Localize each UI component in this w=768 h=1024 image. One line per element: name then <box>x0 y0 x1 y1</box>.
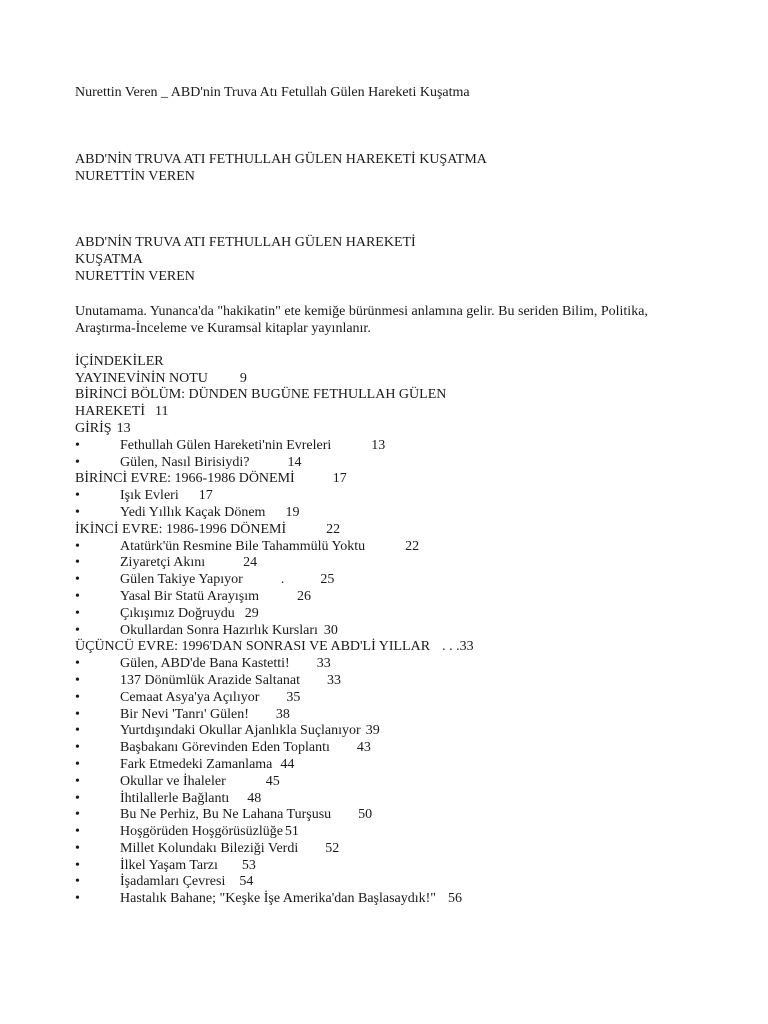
toc-entry-title: Hoşgörüden Hoşgörüsüzlüğe <box>120 824 283 840</box>
toc-entry <box>75 841 715 858</box>
toc-section-heading <box>75 421 715 438</box>
toc-page-number: 17 <box>198 488 213 504</box>
toc-entry <box>75 505 715 522</box>
bullet-icon: • <box>75 857 80 873</box>
toc-entry-title: İKİNCİ EVRE: 1986-1996 DÖNEMİ <box>75 521 287 537</box>
toc-entry <box>75 673 715 690</box>
bullet-icon: • <box>75 756 80 772</box>
book-title-line-2: KUŞATMA <box>75 252 143 268</box>
bullet-icon: • <box>75 706 80 722</box>
toc-entry-title: Bir Nevi 'Tanrı' Gülen! <box>120 706 249 722</box>
toc-entry-title: Fark Etmedeki Zamanlama <box>120 756 273 772</box>
toc-entry <box>75 606 715 623</box>
toc-entry-title: Yasal Bir Statü Arayışım <box>120 588 259 604</box>
toc-entry-title: Gülen, ABD'de Bana Kastetti! <box>120 656 290 672</box>
toc-page-number: 25 <box>320 572 335 588</box>
bullet-icon: • <box>75 740 80 756</box>
toc-entry <box>75 707 715 724</box>
bullet-icon: • <box>75 656 80 672</box>
toc-page-number: 43 <box>356 740 371 756</box>
toc-entry <box>75 589 715 606</box>
toc-page-number: 45 <box>265 773 280 789</box>
toc-entry-title: Millet Kolundakı Bileziği Verdi <box>120 840 299 856</box>
toc-entry <box>75 488 715 505</box>
toc-entry-title: Başbakanı Görevinden Eden Toplantı <box>120 740 330 756</box>
toc-page-number: 50 <box>358 807 373 823</box>
toc-entry-title: BİRİNCİ BÖLÜM: DÜNDEN BUGÜNE FETHULLAH GÜLEN <box>75 387 447 403</box>
bullet-icon: • <box>75 689 80 705</box>
toc-entry-title: Ziyaretçi Akını <box>120 555 206 571</box>
toc-page-number: 51 <box>284 824 299 840</box>
toc-section-heading <box>75 387 715 404</box>
bullet-icon: • <box>75 555 80 571</box>
toc-page-number: 30 <box>323 622 338 638</box>
toc-page-number: 19 <box>285 504 300 520</box>
toc-page-number: 33 <box>316 656 331 672</box>
toc-entry-title: Cemaat Asya'ya Açılıyor <box>120 689 260 705</box>
toc-entry <box>75 455 715 472</box>
toc-page-number: 22 <box>326 521 341 537</box>
bullet-icon: • <box>75 790 80 806</box>
toc-section-heading <box>75 404 715 421</box>
bullet-icon: • <box>75 437 80 453</box>
toc-entry <box>75 874 715 891</box>
toc-entry-title: BİRİNCİ EVRE: 1966-1986 DÖNEMİ <box>75 471 295 487</box>
bullet-icon: • <box>75 723 80 739</box>
toc-entry-title: Okullar ve İhaleler <box>120 773 226 789</box>
bullet-icon: • <box>75 488 80 504</box>
toc-page-number: 11 <box>155 404 169 420</box>
toc-page-number: 35 <box>286 689 301 705</box>
book-title-line-1: ABD'NİN TRUVA ATI FETHULLAH GÜLEN HAREKETİ <box>75 235 416 251</box>
toc-entry-title: Okullardan Sonra Hazırlık Kursları <box>120 622 318 638</box>
toc-entry-title: Yedi Yıllık Kaçak Dönem <box>120 504 266 520</box>
intro-paragraph: Unutamama. Yunanca'da "hakikatin" ete kemiğe bürünmesi anlamına gelir. Bu seriden Bilim, Politika, Araştırma-İnceleme ve Kuramsal kitaplar yayınlanır. <box>75 303 648 336</box>
toc-heading: İÇİNDEKİLER <box>75 353 164 369</box>
bullet-icon: • <box>75 874 80 890</box>
toc-section-heading <box>75 471 715 488</box>
bullet-icon: • <box>75 572 80 588</box>
toc-entry-title: Çıkışımız Doğruydu <box>120 605 235 621</box>
toc-entry-title: İhtilallerle Bağlantı <box>120 790 230 806</box>
bullet-icon: • <box>75 622 80 638</box>
toc-entry <box>75 438 715 455</box>
table-of-contents <box>75 371 715 909</box>
document-page <box>75 85 715 908</box>
bullet-icon: • <box>75 538 80 554</box>
toc-page-number: . . .33 <box>442 639 474 655</box>
toc-entry <box>75 891 715 908</box>
toc-section-heading <box>75 371 715 388</box>
toc-entry-title: Hastalık Bahane; "Keşke İşe Amerika'dan Başlasaydık!" <box>120 891 437 907</box>
author-name: NURETTİN VEREN <box>75 168 195 184</box>
toc-page-number: 52 <box>325 840 340 856</box>
toc-entry <box>75 824 715 841</box>
toc-entry-title: Işık Evleri <box>120 488 179 504</box>
toc-entry-title: Atatürk'ün Resmine Bile Tahammülü Yoktu <box>120 538 366 554</box>
toc-page-number: 48 <box>247 790 262 806</box>
bullet-icon: • <box>75 454 80 470</box>
toc-page-number: 17 <box>332 471 347 487</box>
toc-section-heading <box>75 522 715 539</box>
title-block-primary <box>75 152 715 186</box>
toc-entry <box>75 539 715 556</box>
bullet-icon: • <box>75 504 80 520</box>
toc-entry-title: GİRİŞ <box>75 420 112 436</box>
bullet-icon: • <box>75 773 80 789</box>
bullet-icon: • <box>75 840 80 856</box>
toc-page-number: 39 <box>365 723 380 739</box>
bullet-icon: • <box>75 807 80 823</box>
toc-section-heading <box>75 639 715 656</box>
toc-entry-dot: . <box>280 572 285 588</box>
toc-page-number: 9 <box>239 370 247 386</box>
toc-entry <box>75 858 715 875</box>
toc-page-number: 54 <box>239 874 254 890</box>
toc-page-number: 44 <box>280 756 295 772</box>
toc-entry-title: Gülen, Nasıl Birisiydi? <box>120 454 250 470</box>
toc-page-number: 29 <box>244 605 259 621</box>
toc-page-number: 33 <box>327 672 342 688</box>
toc-entry <box>75 656 715 673</box>
toc-page-number: 53 <box>241 857 256 873</box>
author-name-repeat: NURETTİN VEREN <box>75 268 195 284</box>
bullet-icon: • <box>75 824 80 840</box>
toc-entry <box>75 740 715 757</box>
toc-entry-title: Gülen Takiye Yapıyor <box>120 572 243 588</box>
toc-page-number: 26 <box>296 588 311 604</box>
toc-entry <box>75 807 715 824</box>
book-title: ABD'NİN TRUVA ATI FETHULLAH GÜLEN HAREKETİ KUŞATMA <box>75 151 487 167</box>
toc-entry-title: Yurtdışındaki Okullar Ajanlıkla Suçlanıyor <box>120 723 361 739</box>
toc-page-number: 38 <box>275 706 290 722</box>
toc-entry-title: Bu Ne Perhiz, Bu Ne Lahana Turşusu <box>120 807 332 823</box>
toc-entry <box>75 757 715 774</box>
toc-page-number: 56 <box>448 891 463 907</box>
toc-entry-title: ÜÇÜNCÜ EVRE: 1996'DAN SONRASI VE ABD'Lİ YILLAR <box>75 639 431 655</box>
toc-page-number: 13 <box>371 437 386 453</box>
toc-entry <box>75 791 715 808</box>
toc-entry-title: HAREKETİ <box>75 404 145 420</box>
toc-entry <box>75 690 715 707</box>
toc-entry-title: İlkel Yaşam Tarzı <box>120 857 218 873</box>
toc-page-number: 13 <box>116 420 131 436</box>
toc-entry <box>75 555 715 572</box>
bullet-icon: • <box>75 891 80 907</box>
toc-entry <box>75 623 715 640</box>
toc-entry-title: YAYINEVİNİN NOTU <box>75 370 208 386</box>
bullet-icon: • <box>75 672 80 688</box>
bullet-icon: • <box>75 588 80 604</box>
toc-page-number: 14 <box>287 454 302 470</box>
bullet-icon: • <box>75 605 80 621</box>
toc-entry-title: 137 Dönümlük Arazide Saltanat <box>120 672 301 688</box>
toc-page-number: 24 <box>243 555 258 571</box>
toc-entry-title: İşadamları Çevresi <box>120 874 226 890</box>
toc-entry <box>75 572 715 589</box>
running-header: Nurettin Veren _ ABD'nin Truva Atı Fetullah Gülen Hareketi Kuşatma <box>75 85 470 100</box>
toc-entry <box>75 723 715 740</box>
toc-entry-title: Fethullah Gülen Hareketi'nin Evreleri <box>120 437 332 453</box>
toc-page-number: 22 <box>405 538 420 554</box>
toc-entry <box>75 774 715 791</box>
title-block-secondary <box>75 235 715 285</box>
